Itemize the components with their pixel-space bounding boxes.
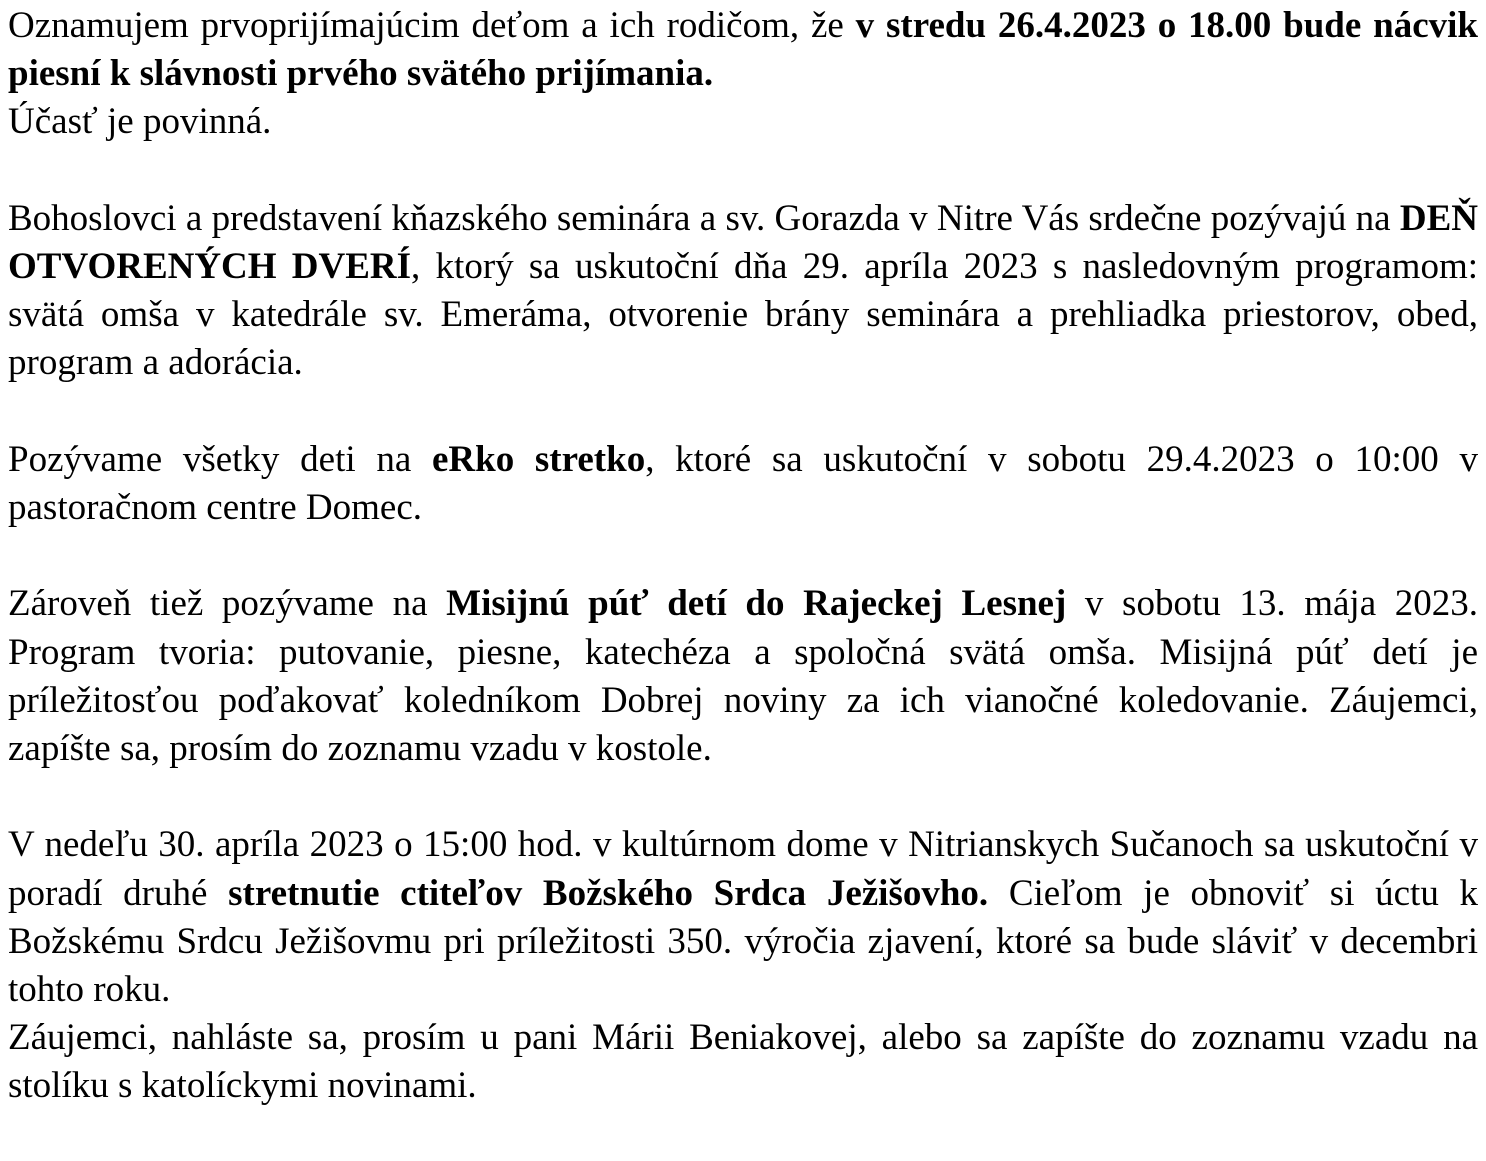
announcement-note: Záujemci, nahláste sa, prosím u pani Márii Beniakovej, alebo sa zapíšte do zoznamu vzadu na stolíku s katolíckymi novinami. [8,1017,1478,1107]
announcement-highlight: stretnutie ctiteľov Božského Srdca Ježišovho. [228,872,989,914]
announcement-highlight: v stredu 26.4.2023 o 18.00 bude nácvik piesní k slávnosti prvého svätého prijímania. [8,5,1478,95]
announcement-highlight: eRko stretko [431,438,646,480]
announcement-first-communion-rehearsal [8,2,1478,147]
announcement-sacred-heart-meeting [8,821,1478,1110]
announcement-text: Zároveň tiež pozývame na [8,583,447,625]
announcement-mission-pilgrimage [8,580,1478,773]
announcements-document [8,2,1478,1111]
announcement-text: V nedeľu 30. apríla 2023 o 15:00 hod. v kultúrnom dome v Nitrianskych Sučanoch sa uskutoční v poradí druhé [8,824,1478,914]
announcement-text: Pozývame všetky deti na [8,438,432,480]
announcement-erko-meeting [8,436,1478,532]
announcement-text: Bohoslovci a predstavení kňazského seminára a sv. Gorazda v Nitre Vás srdečne pozývajú na [8,197,1400,239]
announcement-text: v sobotu 13. mája 2023. Program tvoria: putovanie, piesne, katechéza a spoločná svätá omša. Misijná púť detí je príležitosťou poďakovať koledníkom Dobrej noviny za ich vianočné koledovanie. Záujemci, zapíšte sa, prosím do zoznamu vzadu v kostole. [8,583,1479,769]
announcement-highlight: DEŇ OTVORENÝCH DVERÍ [8,197,1478,287]
announcement-text: , ktorý sa uskutoční dňa 29. apríla 2023 s nasledovným programom: svätá omša v katedrále sv. Emeráma, otvorenie brány seminára a prehliadka priestorov, obed, program a adorácia. [8,246,1479,384]
announcement-highlight: Misijnú púť detí do Rajeckej Lesnej [446,583,1067,625]
announcement-text: Oznamujem prvoprijímajúcim deťom a ich rodičom, že [8,5,856,46]
announcement-note: Účasť je povinná. [8,101,272,143]
announcement-open-day [8,195,1478,388]
announcement-text: , ktoré sa uskutoční v sobotu 29.4.2023 o 10:00 v pastoračnom centre Domec. [8,438,1479,528]
announcement-text: Cieľom je obnoviť si úctu k Božskému Srdcu Ježišovmu pri príležitosti 350. výročia zjavení, ktoré sa bude sláviť v decembri tohto roku. [8,872,1478,1010]
